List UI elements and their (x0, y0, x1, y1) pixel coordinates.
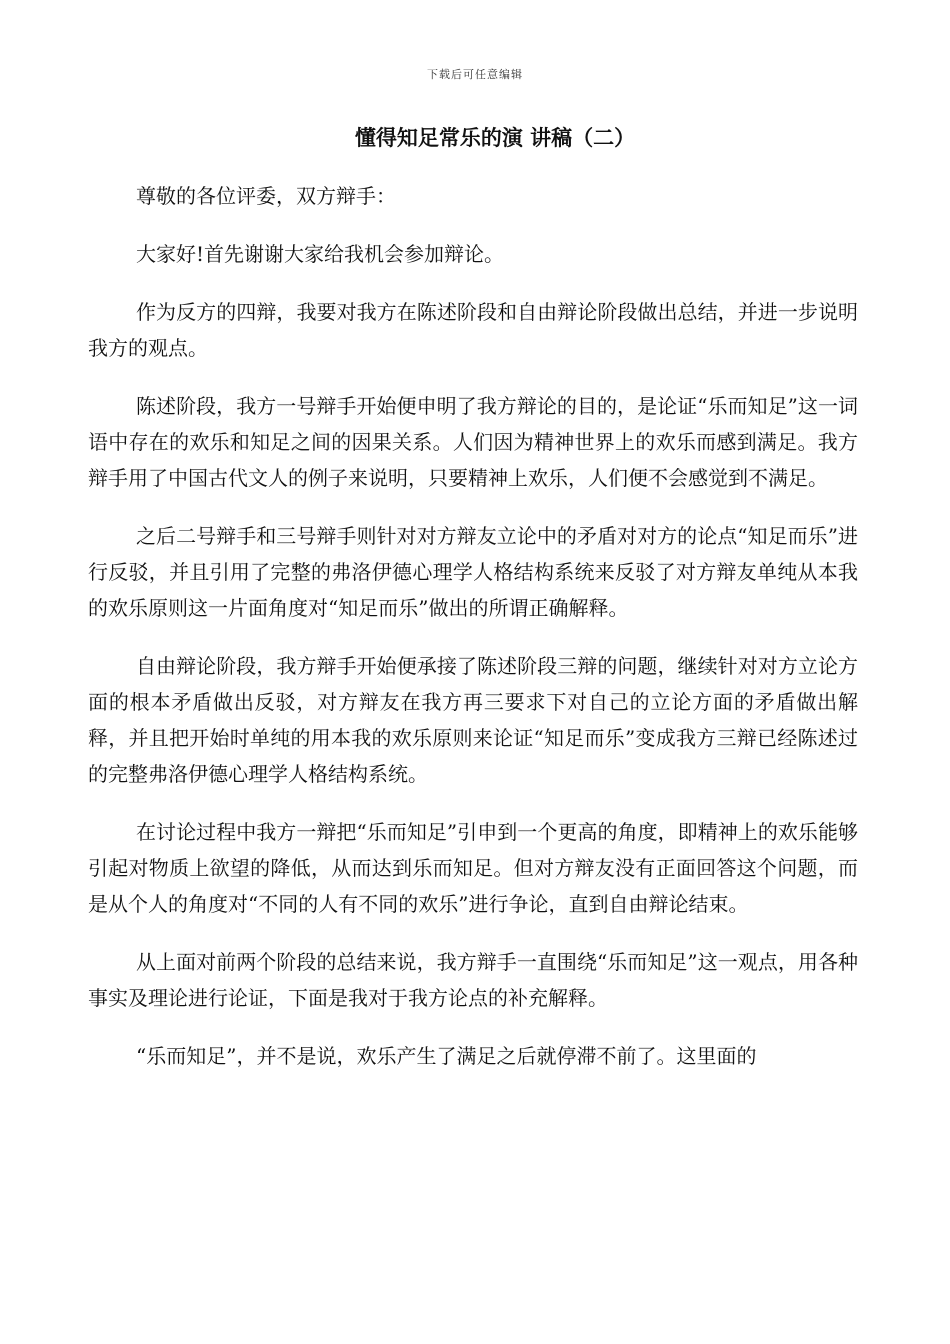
paragraph-salutation: 尊敬的各位评委，双方辩手： (136, 184, 396, 208)
paragraph-free-debate: 自由辩论阶段，我方辩手开始便承接了陈述阶段三辩的问题，继续针对对方立论方面的根本矛盾做出反驳，对方辩友在我方再三要求下对自己的立论方面的矛盾做出解释，并且把开始时单纯的用本我的欢乐原则来论证“知足而乐”变成我方三辩已经陈述过的完整弗洛伊德心理学人格结构系统。 (88, 654, 858, 786)
document-title: 懂得知足常乐的演 讲稿（二） (354, 126, 636, 150)
paragraph-statement-stage: 陈述阶段，我方一号辩手开始便申明了我方辩论的目的，是论证“乐而知足”这一词语中存在的欢乐和知足之间的因果关系。人们因为精神世界上的欢乐而感到满足。我方辩手用了中国古代文人的例子来说明，只要精神上欢乐，人们便不会感觉到不满足。 (88, 394, 858, 490)
paragraph-intro: 作为反方的四辩，我要对我方在陈述阶段和自由辩论阶段做出总结，并进一步说明我方的观点。 (88, 300, 858, 360)
paragraph-greeting: 大家好!首先谢谢大家给我机会参加辩论。 (136, 242, 505, 266)
document-body (88, 178, 858, 1096)
paragraph-explanation: “乐而知足”，并不是说，欢乐产生了满足之后就停滞不前了。这里面的 (136, 1044, 757, 1068)
header-note: 下载后可任意编辑 (427, 68, 523, 81)
paragraph-discussion: 在讨论过程中我方一辩把“乐而知足”引申到一个更高的角度，即精神上的欢乐能够引起对物质上欲望的降低，从而达到乐而知足。但对方辩友没有正面回答这个问题，而是从个人的角度对“不同的人有不同的欢乐”进行争论，直到自由辩论结束。 (88, 820, 858, 916)
paragraph-rebuttal: 之后二号辩手和三号辩手则针对对方辩友立论中的矛盾对对方的论点“知足而乐”进行反驳，并且引用了完整的弗洛伊德心理学人格结构系统来反驳了对方辩友单纯从本我的欢乐原则这一片面角度对“知足而乐”做出的所谓正确解释。 (88, 524, 858, 620)
paragraph-summary: 从上面对前两个阶段的总结来说，我方辩手一直围绕“乐而知足”这一观点，用各种事实及理论进行论证，下面是我对于我方论点的补充解释。 (88, 950, 858, 1010)
